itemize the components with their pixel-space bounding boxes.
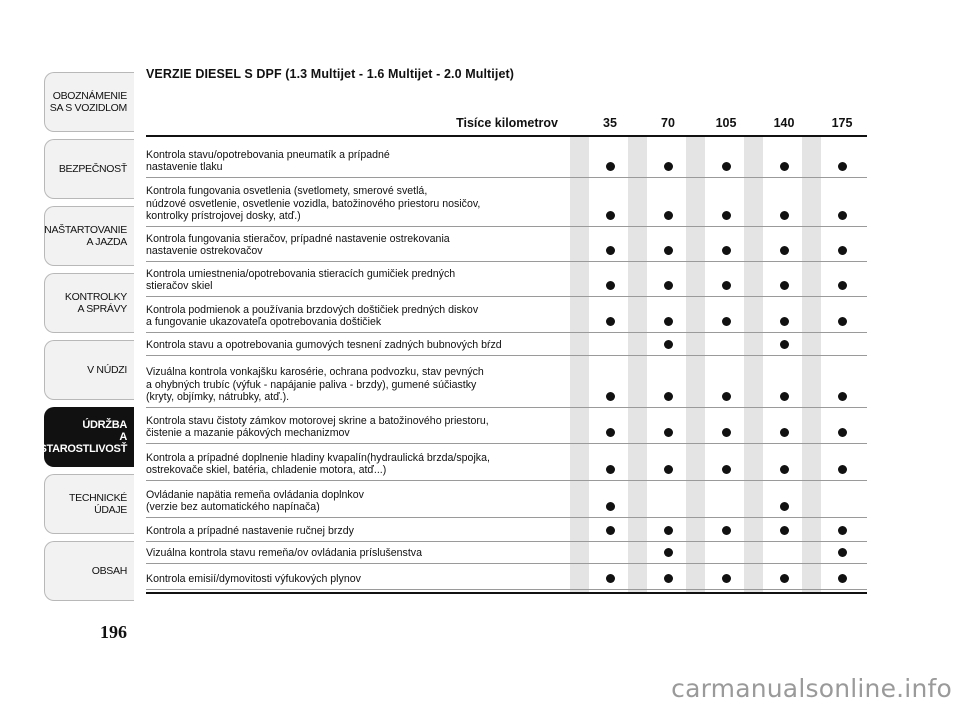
row-description: Kontrola a prípadné doplnenie hladiny kvapalín(hydraulická brzda/spojka, ostrekovače skiel, batéria, chladenie motora, atď...) <box>146 451 490 477</box>
check-dot <box>780 502 789 511</box>
check-dot <box>722 465 731 474</box>
table-row <box>146 542 867 564</box>
table-row <box>146 481 867 518</box>
side-tab[interactable] <box>44 206 134 266</box>
check-dot <box>838 392 847 401</box>
table-row <box>146 262 867 297</box>
km-column-header: 70 <box>661 116 675 130</box>
table-row <box>146 137 867 178</box>
check-dot <box>606 465 615 474</box>
table-row <box>146 356 867 408</box>
page-title: VERZIE DIESEL S DPF (1.3 Multijet - 1.6 Multijet - 2.0 Multijet) <box>146 67 515 81</box>
side-tab[interactable] <box>44 541 134 601</box>
check-dot <box>606 162 615 171</box>
row-description: Kontrola stavu/opotrebovania pneumatík a prípadné nastavenie tlaku <box>146 148 390 174</box>
check-dot <box>722 211 731 220</box>
check-dot <box>838 574 847 583</box>
check-dot <box>664 340 673 349</box>
side-tab[interactable] <box>44 273 134 333</box>
km-column-header: 105 <box>715 116 737 130</box>
check-dot <box>722 317 731 326</box>
check-dot <box>664 162 673 171</box>
check-dot <box>838 317 847 326</box>
check-dot <box>606 392 615 401</box>
row-description: Kontrola stavu a opotrebovania gumových tesnení zadných bubnových bŕzd <box>146 339 502 352</box>
check-dot <box>606 574 615 583</box>
table-row <box>146 518 867 542</box>
check-dot <box>838 548 847 557</box>
row-description: Kontrola podmienok a používania brzdových doštičiek predných diskov a fungovanie ukazovateľa opotrebovania doštičiek <box>146 303 479 329</box>
check-dot <box>664 246 673 255</box>
table-row <box>146 297 867 333</box>
side-tab-label: OBOZNÁMENIE SA S VOZIDLOM <box>49 90 127 114</box>
check-dot <box>838 428 847 437</box>
side-tab-label: OBSAH <box>91 565 127 577</box>
check-dot <box>722 428 731 437</box>
check-dot <box>780 428 789 437</box>
table-row <box>146 227 867 262</box>
km-column-header: 175 <box>831 116 853 130</box>
table-header <box>146 110 866 136</box>
check-dot <box>606 211 615 220</box>
check-dot <box>838 465 847 474</box>
km-label: Tisíce kilometrov <box>456 116 558 130</box>
check-dot <box>664 465 673 474</box>
check-dot <box>664 281 673 290</box>
row-description: Kontrola emisií/dymovitosti výfukových plynov <box>146 573 361 586</box>
check-dot <box>780 317 789 326</box>
check-dot <box>780 465 789 474</box>
table-row <box>146 178 867 227</box>
check-dot <box>664 548 673 557</box>
check-dot <box>780 211 789 220</box>
check-dot <box>780 526 789 535</box>
check-dot <box>780 246 789 255</box>
check-dot <box>606 502 615 511</box>
check-dot <box>838 281 847 290</box>
check-dot <box>722 281 731 290</box>
side-tab[interactable] <box>44 72 134 132</box>
row-description: Kontrola stavu čistoty zámkov motorovej skrine a batožinového priestoru, čistenie a mazanie pákových mechanizmov <box>146 414 489 440</box>
check-dot <box>664 428 673 437</box>
check-dot <box>722 574 731 583</box>
check-dot <box>664 574 673 583</box>
check-dot <box>838 162 847 171</box>
check-dot <box>838 211 847 220</box>
km-column-header: 35 <box>603 116 617 130</box>
bottom-rule <box>146 592 867 594</box>
check-dot <box>606 526 615 535</box>
page-number: 196 <box>100 622 127 642</box>
check-dot <box>722 526 731 535</box>
check-dot <box>780 392 789 401</box>
table-row <box>146 564 867 590</box>
check-dot <box>664 211 673 220</box>
check-dot <box>722 162 731 171</box>
check-dot <box>838 526 847 535</box>
side-tab-label: TECHNICKÉ ÚDAJE <box>69 492 127 516</box>
check-dot <box>780 281 789 290</box>
side-tab[interactable] <box>44 474 134 534</box>
check-dot <box>722 246 731 255</box>
side-tab[interactable] <box>44 340 134 400</box>
table-row <box>146 444 867 481</box>
check-dot <box>606 281 615 290</box>
row-description: Ovládanie napätia remeňa ovládania doplnkov (verzie bez automatického napínača) <box>146 488 364 514</box>
check-dot <box>722 392 731 401</box>
row-description: Kontrola a prípadné nastavenie ručnej brzdy <box>146 525 354 538</box>
row-description: Vizuálna kontrola stavu remeňa/ov ovládania príslušenstva <box>146 547 422 560</box>
row-description: Vizuálna kontrola vonkajšku karosérie, ochrana podvozku, stav pevných a ohybných trubíc (výfuk - napájanie paliva - brzdy), gumené súčiastky (kryty, objímky, nátrubky, atď.). <box>146 366 484 404</box>
side-tab[interactable] <box>39 407 134 467</box>
check-dot <box>838 246 847 255</box>
side-tab-label: KONTROLKY A SPRÁVY <box>64 291 127 315</box>
km-column-header: 140 <box>773 116 795 130</box>
side-tab-label: ÚDRŽBA A STAROSTLIVOSŤ <box>39 419 128 455</box>
watermark: carmanualsonline.info <box>671 674 952 703</box>
check-dot <box>606 428 615 437</box>
check-dot <box>606 246 615 255</box>
check-dot <box>664 526 673 535</box>
check-dot <box>606 317 615 326</box>
side-tab-label: V NÚDZI <box>87 364 127 376</box>
table-row <box>146 333 867 356</box>
check-dot <box>664 317 673 326</box>
side-tab[interactable] <box>44 139 134 199</box>
table-row <box>146 408 867 444</box>
check-dot <box>664 392 673 401</box>
check-dot <box>780 340 789 349</box>
check-dot <box>780 574 789 583</box>
row-description: Kontrola fungovania stieračov, prípadné nastavenie ostrekovania nastavenie ostrekovačov <box>146 232 450 258</box>
row-description: Kontrola fungovania osvetlenia (svetlomety, smerové svetlá, núdzové osvetlenie, osvetlenie vozidla, batožinového priestoru nosičov, kontrolky prístrojovej dosky, atď.) <box>146 185 481 223</box>
row-description: Kontrola umiestnenia/opotrebovania stieracích gumičiek predných stieračov skiel <box>146 267 456 293</box>
side-tab-label: NAŠTARTOVANIE A JAZDA <box>44 224 127 248</box>
check-dot <box>780 162 789 171</box>
side-tab-label: BEZPEČNOSŤ <box>58 163 127 175</box>
